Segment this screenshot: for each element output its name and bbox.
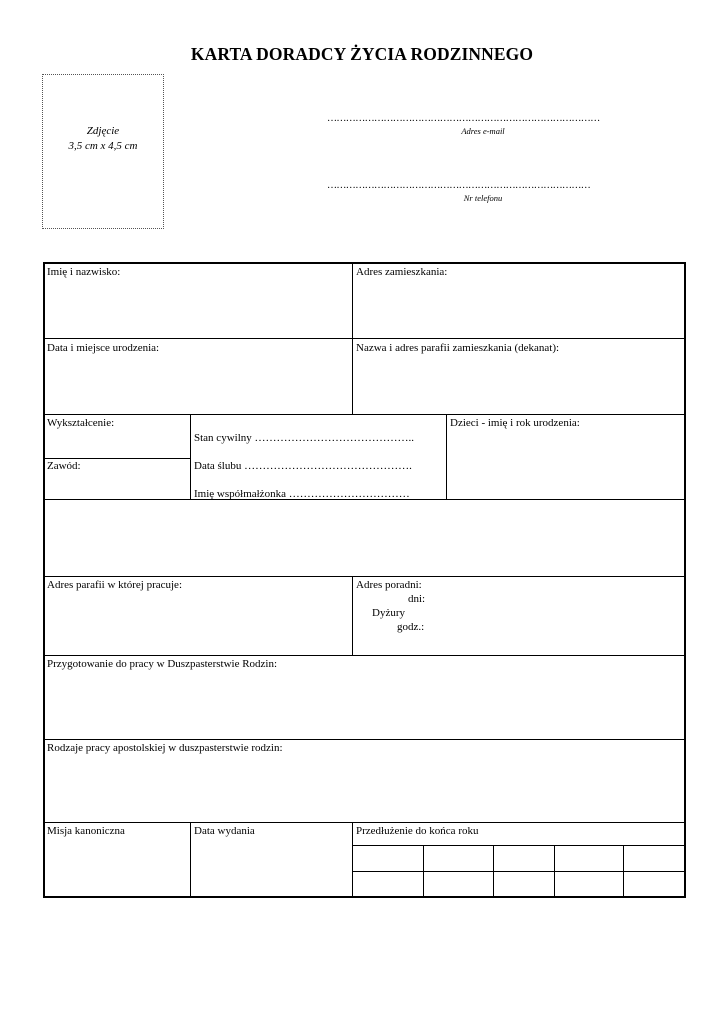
preparation-field-label: Przygotowanie do pracy w Duszpasterstwie Rodzin: [47,658,278,670]
children-field-label: Dzieci - imię i rok urodzenia: [450,417,580,429]
phone-caption: Nr telefonu [463,193,503,203]
address-field-label: Adres zamieszkania: [356,266,448,278]
parish-field-label: Nazwa i adres parafii zamieszkania (dekanat): [356,342,560,354]
name-field-label: Imię i nazwisko: [47,266,121,278]
work-parish-field-label: Adres parafii w której pracuje: [47,579,182,591]
extension-field-label: Przedłużenie do końca roku [356,825,479,837]
spouse-name-field-label: Imię współmałżonka …………………………… [194,488,410,500]
apostolic-work-field-label: Rodzaje pracy apostolskiej w duszpasterstwie rodzin: [47,742,283,754]
clinic-address-field-label: Adres poradni: [356,579,422,591]
page-title: KARTA DORADCY ŻYCIA RODZINNEGO [190,44,534,64]
photo-size-label: 3,5 cm x 4,5 cm [68,140,138,152]
photo-box [42,74,164,229]
email-dotted-line: …………………………………………………………………………… [327,113,600,124]
issue-date-field-label: Data wydania [194,825,255,837]
birth-field-label: Data i miejsce urodzenia: [47,342,160,354]
civil-status-field-label: Stan cywilny …………………………………….. [194,432,414,444]
photo-label: Zdjęcie [86,125,120,137]
wedding-date-field-label: Data ślubu ………………………………………. [194,460,412,472]
hours-field-label: godz.: [397,621,425,633]
days-field-label: dni: [408,593,426,605]
canonical-mission-field-label: Misja kanoniczna [47,825,125,837]
email-caption: Adres e-mail [461,126,505,136]
education-field-label: Wykształcenie: [47,417,115,429]
phone-dotted-line: ………………………………………………………………………… [327,180,591,191]
duty-field-label: Dyżury [372,607,405,619]
profession-field-label: Zawód: [47,460,81,472]
